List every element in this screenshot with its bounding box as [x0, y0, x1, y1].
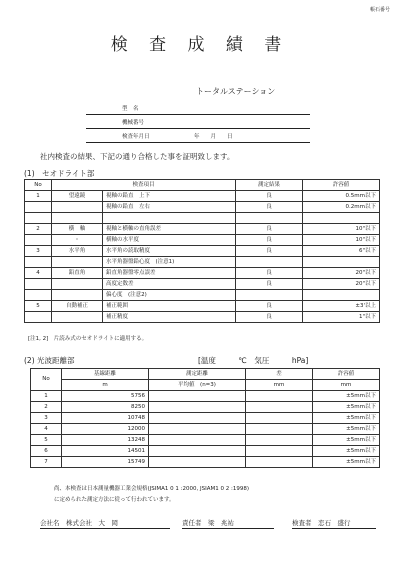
row-baseline: 13248: [62, 435, 149, 446]
note1: [注1, 2] 片読み式のセオドライトに適用する。: [28, 336, 148, 342]
row-tolerance: 10"以下: [303, 224, 380, 235]
row-measured: [149, 435, 246, 446]
row-result: 良: [236, 279, 303, 290]
row-item: 視軸の鉛直 上下: [103, 191, 236, 202]
row-result: 良: [236, 268, 303, 279]
table-row: [25, 301, 380, 312]
footnote2: に定められた測定方法に従って行われています。: [54, 497, 175, 503]
row-item: 補正精度: [103, 312, 236, 323]
table-row: [25, 202, 380, 213]
row-tolerance: [303, 213, 380, 224]
row-tolerance: [303, 290, 380, 301]
row-measured: [149, 402, 246, 413]
row-tolerance: 20"以下: [303, 279, 380, 290]
row-group: 自動補正: [52, 301, 103, 312]
row-measured: [149, 446, 246, 457]
col-item: 検査項目: [52, 180, 236, 191]
row-diff: [246, 446, 313, 457]
table-row: [25, 235, 380, 246]
row-group: 望遠鏡: [52, 191, 103, 202]
row-item: 横軸の水平度: [103, 235, 236, 246]
table-row: [31, 446, 380, 457]
row-result: [236, 213, 303, 224]
table-row: [25, 279, 380, 290]
info-row-date: [86, 129, 310, 143]
row-tolerance: 1"以下: [303, 312, 380, 323]
col-result: 測定結果: [236, 180, 303, 191]
col-diff: 差: [246, 369, 313, 380]
row-tolerance: 0.5mm以下: [303, 191, 380, 202]
row-no: 5: [31, 435, 62, 446]
date-fields: 年 月 日: [194, 134, 233, 140]
row-group: 横 軸: [52, 224, 103, 235]
col-baseline: 基線距離: [62, 369, 149, 380]
row-tolerance: ±5mm以下: [313, 413, 380, 424]
row-diff: [246, 435, 313, 446]
table-row: [25, 268, 380, 279]
row-no: 2: [31, 402, 62, 413]
row-tolerance: ±3'以上: [303, 301, 380, 312]
row-item: 高度定数差: [103, 279, 236, 290]
row-tolerance: ±5mm以下: [313, 402, 380, 413]
row-tolerance: ±5mm以下: [313, 435, 380, 446]
col-tolerance: 許容値: [303, 180, 380, 191]
row-tolerance: ±5mm以下: [313, 446, 380, 457]
table-row: [25, 312, 380, 323]
col-no: No: [31, 369, 62, 391]
certification-text: 社内検査の結果、下記の通り合格した事を証明致します。: [40, 152, 235, 161]
doc-number: 帳石番号: [369, 7, 390, 13]
row-no: 5: [25, 301, 52, 312]
table-row: [31, 402, 380, 413]
row-result: 良: [236, 202, 303, 213]
table-row: [31, 424, 380, 435]
row-group: [52, 257, 103, 268]
row-result: [236, 257, 303, 268]
responsible-underline: [182, 528, 274, 529]
info-row-model: [86, 101, 310, 115]
row-tolerance: ±5mm以下: [313, 457, 380, 468]
row-baseline: 10748: [62, 413, 149, 424]
row-item: 視軸の鉛直 左右: [103, 202, 236, 213]
row-item: 偏心度 (注意2): [103, 290, 236, 301]
row-result: [236, 290, 303, 301]
info-label: 検査年月日: [122, 134, 150, 140]
table-row: [31, 435, 380, 446]
row-group: [52, 290, 103, 301]
row-tolerance: ±5mm以下: [313, 391, 380, 402]
table-row: [31, 457, 380, 468]
row-tolerance: [303, 257, 380, 268]
row-no: [25, 257, 52, 268]
row-no: 2: [25, 224, 52, 235]
footnote1: 尚、本検査は日本測量機器工業会規格(JSIMA1 0 1 :2000, JSIAM1 0 2 :1998): [54, 486, 249, 492]
info-block: [86, 101, 310, 143]
row-item: 水平角器盤鉛心度 (注意1): [103, 257, 236, 268]
row-no: 3: [25, 246, 52, 257]
sub-baseline: m: [62, 380, 149, 391]
row-measured: [149, 457, 246, 468]
row-group: 水平角: [52, 246, 103, 257]
row-tolerance: 0.2mm以下: [303, 202, 380, 213]
row-diff: [246, 413, 313, 424]
row-no: [25, 235, 52, 246]
row-result: 良: [236, 301, 303, 312]
row-no: [25, 312, 52, 323]
row-diff: [246, 402, 313, 413]
col-measured: 測定距離: [149, 369, 246, 380]
company-underline: [40, 528, 170, 529]
theodolite-table: [24, 179, 380, 323]
sub-diff: mm: [246, 380, 313, 391]
row-group: [52, 202, 103, 213]
table-row: [25, 290, 380, 301]
row-result: 良: [236, 246, 303, 257]
row-baseline: 12000: [62, 424, 149, 435]
row-no: 4: [25, 268, 52, 279]
row-tolerance: ±5mm以下: [313, 424, 380, 435]
row-no: [25, 213, 52, 224]
info-row-serial: [86, 115, 310, 129]
row-group: [52, 312, 103, 323]
section2-title: (2) 光波距離部: [24, 356, 75, 365]
table-row: [25, 246, 380, 257]
distance-table: [30, 368, 380, 468]
row-no: 3: [31, 413, 62, 424]
row-diff: [246, 457, 313, 468]
row-result: 良: [236, 191, 303, 202]
table-row: [31, 391, 380, 402]
row-item: 水平角の読取精度: [103, 246, 236, 257]
row-result: 良: [236, 312, 303, 323]
row-no: 6: [31, 446, 62, 457]
inspector: 検査者 恋石 盛行: [292, 519, 351, 527]
row-no: 1: [25, 191, 52, 202]
row-item: 補正範囲: [103, 301, 236, 312]
row-baseline: 14501: [62, 446, 149, 457]
col-no: No: [25, 180, 52, 191]
row-measured: [149, 391, 246, 402]
company-name: 会社名 株式会社 大 岡: [40, 519, 118, 527]
row-baseline: 8250: [62, 402, 149, 413]
row-group: 鉛直角: [52, 268, 103, 279]
row-baseline: 15749: [62, 457, 149, 468]
sub-tolerance: mm: [313, 380, 380, 391]
table-row: [31, 413, 380, 424]
sub-measured: 平均値 (n=3): [149, 380, 246, 391]
page-subtitle: トータルステーション: [196, 87, 276, 96]
row-item: 視軸と横軸の直角誤差: [103, 224, 236, 235]
row-group: ・: [52, 235, 103, 246]
table-row: [25, 191, 380, 202]
row-no: 4: [31, 424, 62, 435]
info-label: 機械番号: [122, 120, 145, 126]
row-group: [52, 279, 103, 290]
section1-title: (1) セオドライト部: [24, 169, 95, 178]
row-tolerance: 20"以下: [303, 268, 380, 279]
inspector-underline: [292, 528, 376, 529]
responsible-person: 責任者 梁 兆祐: [182, 519, 234, 527]
row-group: [52, 213, 103, 224]
row-tolerance: 6"以下: [303, 246, 380, 257]
table-row: [25, 213, 380, 224]
row-diff: [246, 391, 313, 402]
row-result: 良: [236, 235, 303, 246]
section2-conditions: [温度 ℃ 気圧 hPa]: [198, 356, 309, 365]
row-no: 1: [31, 391, 62, 402]
row-item: 鉛直角器盤零点誤差: [103, 268, 236, 279]
row-tolerance: 10"以下: [303, 235, 380, 246]
row-measured: [149, 413, 246, 424]
row-no: [25, 290, 52, 301]
row-measured: [149, 424, 246, 435]
page-title: 検 査 成 績 書: [110, 35, 290, 55]
table-row: [25, 257, 380, 268]
table-row: [25, 224, 380, 235]
row-baseline: 5756: [62, 391, 149, 402]
row-result: 良: [236, 224, 303, 235]
row-item: [103, 213, 236, 224]
info-label: 型 名: [122, 106, 139, 112]
row-diff: [246, 424, 313, 435]
col-tolerance: 許容値: [313, 369, 380, 380]
row-no: 7: [31, 457, 62, 468]
row-no: [25, 202, 52, 213]
row-no: [25, 279, 52, 290]
